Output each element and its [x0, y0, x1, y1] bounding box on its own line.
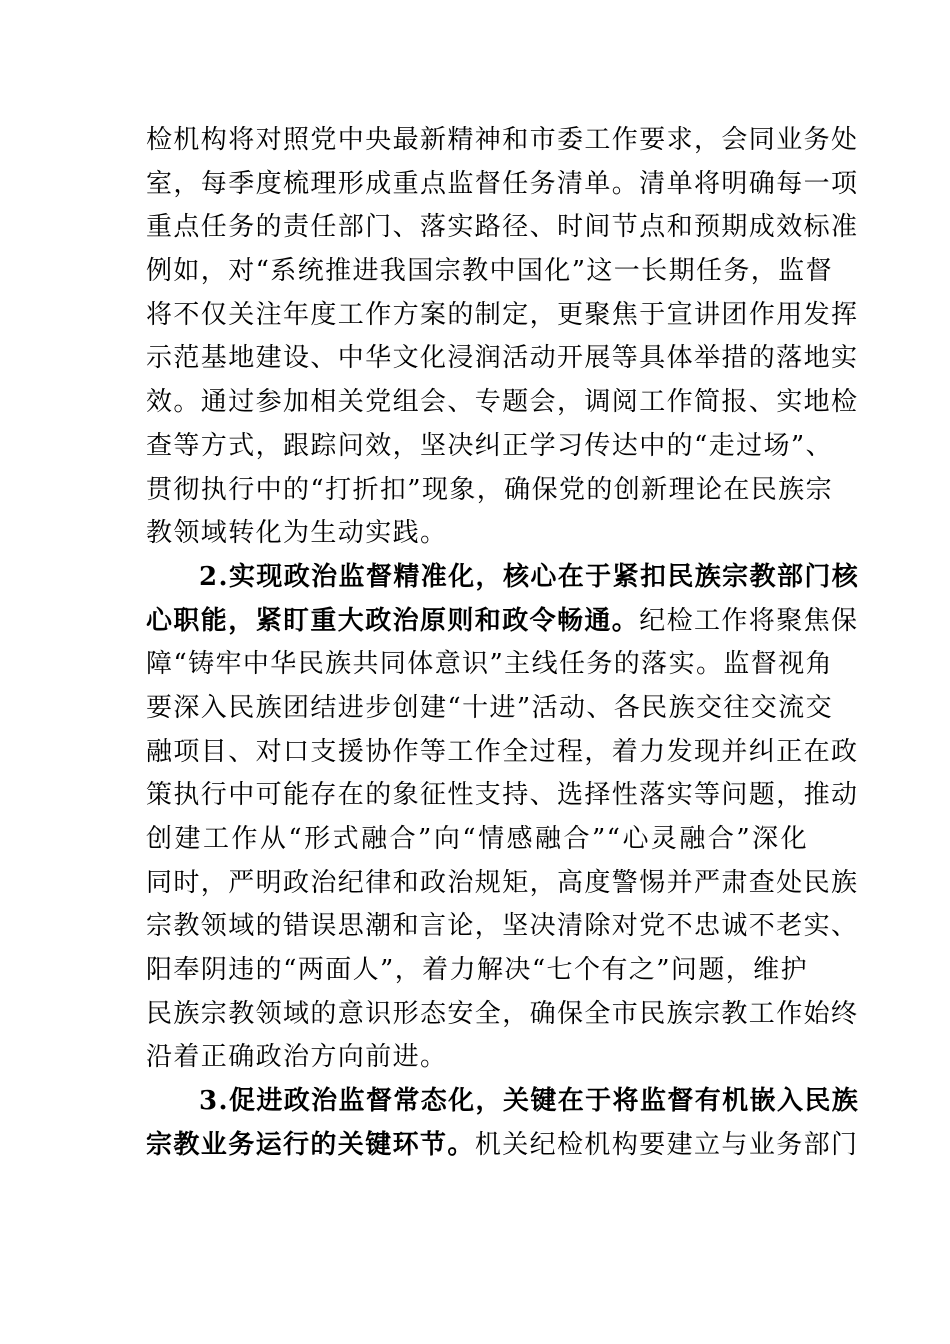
p3-heading-tail: 宗教业务运行的关键环节。 — [146, 1129, 475, 1160]
p2-line: 民族宗教领域的意识形态安全，确保全市民族宗教工作始终 — [146, 998, 859, 1029]
p1-line: 效。通过参加相关党组会、专题会，调阅工作简报、实地检 — [146, 387, 859, 418]
p3-mixed-line — [146, 1124, 859, 1168]
p1-line: 查等方式，跟踪问效，坚决纠正学习传达中的“走过场”、 — [146, 430, 833, 461]
p2-line: 沿着正确政治方向前进。 — [146, 1042, 448, 1073]
p1-line: 贯彻执行中的“打折扣”现象，确保党的创新理论在民族宗 — [146, 474, 833, 505]
p1-line: 示范基地建设、中华文化浸润活动开展等具体举措的落地实 — [146, 343, 859, 374]
p2-heading-tail: 心职能，紧盯重大政治原则和政令畅通。 — [146, 605, 640, 636]
p1-line: 例如，对“系统推进我国宗教中国化”这一长期任务，监督 — [146, 256, 833, 287]
p2-line: 要深入民族团结进步创建“十进”活动、各民族交往交流交 — [146, 692, 833, 723]
p1-line: 检机构将对照党中央最新精神和市委工作要求，会同业务处 — [146, 125, 859, 155]
p2-heading-line: 2.实现政治监督精准化，核心在于紧扣民族宗教部门核 — [199, 561, 860, 592]
p3-heading-line: 3.促进政治监督常态化，关键在于将监督有机嵌入民族 — [199, 1086, 860, 1117]
p1-line: 室，每季度梳理形成重点监督任务清单。清单将明确每一项 — [146, 168, 859, 199]
p2-line: 阳奉阴违的“两面人”，着力解决“七个有之”问题，维护 — [146, 955, 808, 986]
p1-line: 重点任务的责任部门、落实路径、时间节点和预期成效标准 — [146, 212, 859, 243]
p2-line: 创建工作从“形式融合”向“情感融合”“心灵融合”深化 — [146, 824, 808, 854]
p1-line: 教领域转化为生动实践。 — [146, 518, 448, 549]
p2-mixed-line — [146, 600, 859, 644]
p2-line: 障“铸牢中华民族共同体意识”主线任务的落实。监督视角 — [146, 649, 833, 680]
document-body — [146, 119, 860, 1168]
p1-line: 将不仅关注年度工作方案的制定，更聚焦于宣讲团作用发挥 — [146, 299, 859, 330]
p2-line: 同时，严明政治纪律和政治规矩，高度警惕并严肃查处民族 — [146, 867, 859, 898]
p3-text-start: 机关纪检机构要建立与业务部门 — [474, 1129, 859, 1160]
p2-text-start: 纪检工作将聚焦保 — [639, 605, 859, 636]
p2-line: 宗教领域的错误思潮和言论，坚决清除对党不忠诚不老实、 — [146, 911, 859, 942]
p2-line: 融项目、对口支援协作等工作全过程，着力发现并纠正在政 — [146, 736, 859, 767]
p2-line: 策执行中可能存在的象征性支持、选择性落实等问题，推动 — [146, 780, 859, 811]
